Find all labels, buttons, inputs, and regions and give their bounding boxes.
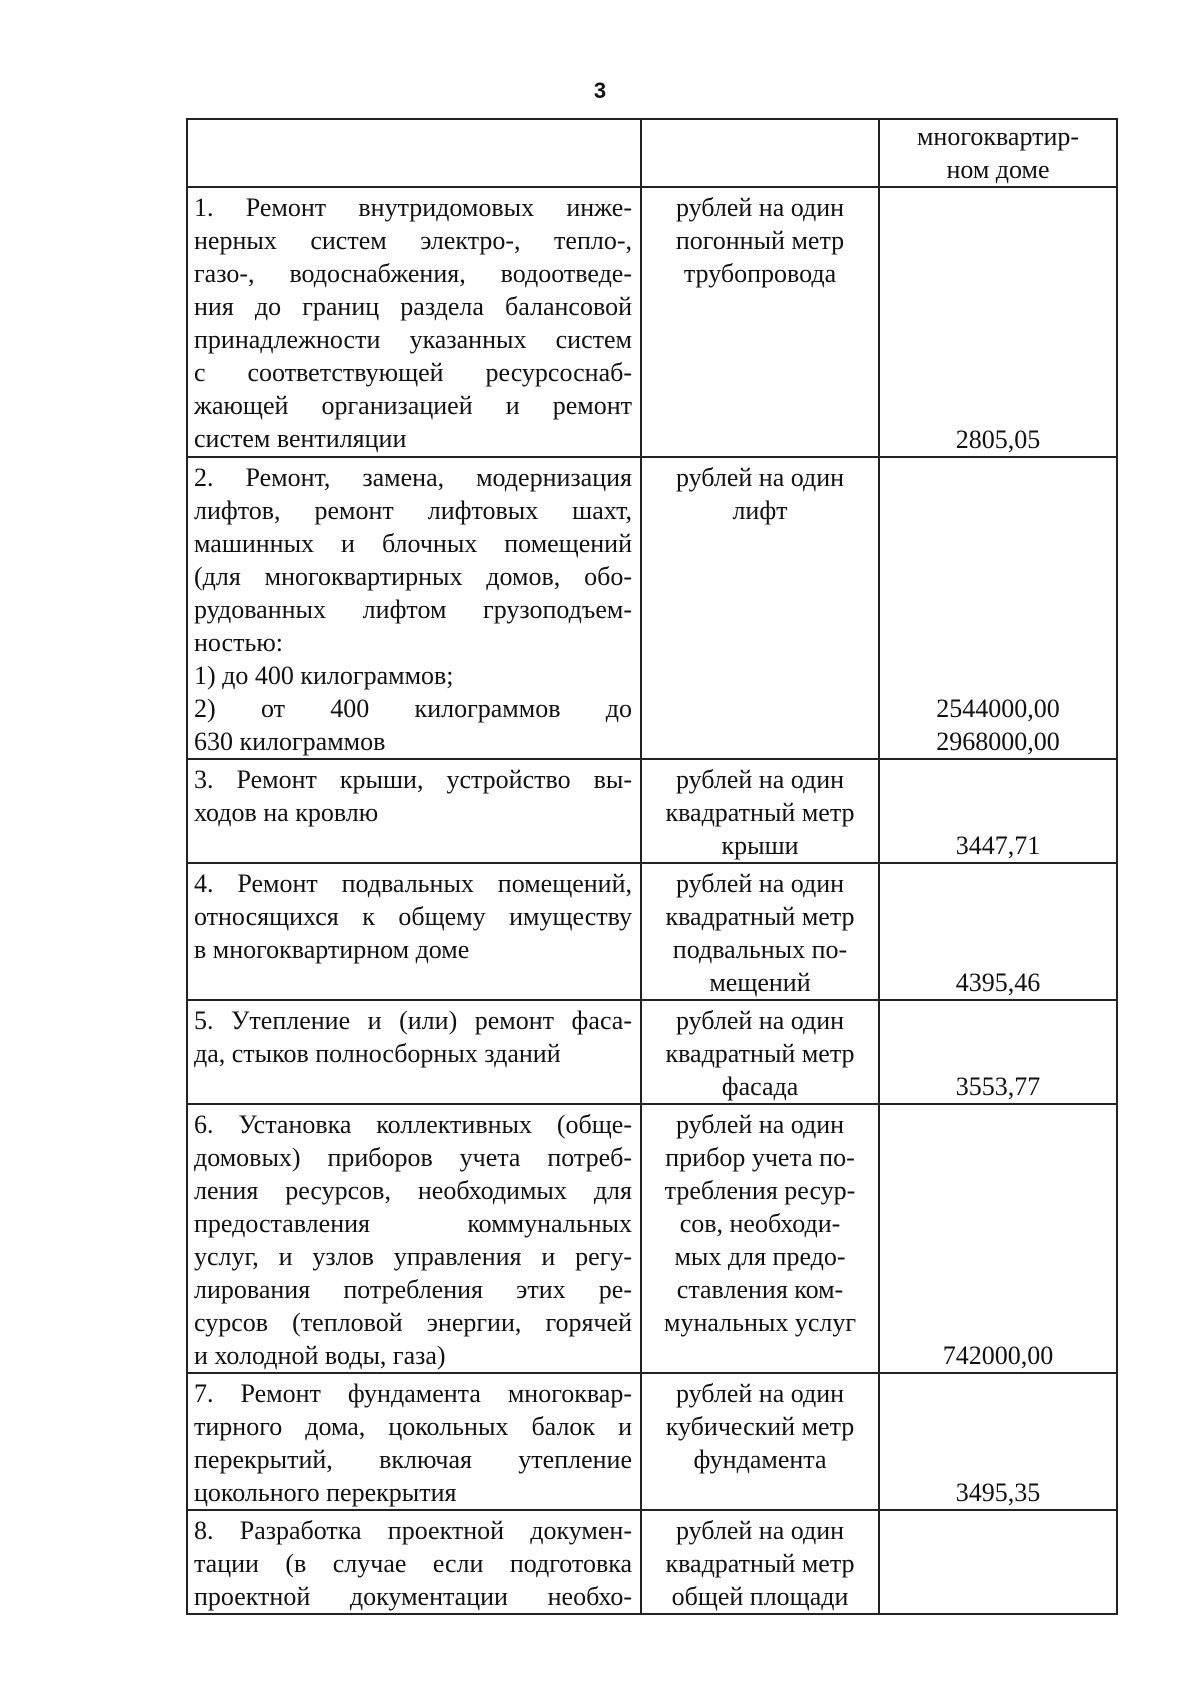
work-line: сурсов (тепловой энергии, горячей	[194, 1308, 632, 1337]
work-cell	[187, 863, 641, 1000]
work-cell	[187, 759, 641, 863]
work-line: 7. Ремонт фундамента многоквар-	[194, 1379, 632, 1408]
header-cell-unit	[641, 119, 879, 187]
work-line: 6. Установка коллективных (обще-	[194, 1110, 632, 1139]
work-line: 1. Ремонт внутридомовых инже-	[194, 193, 632, 222]
unit-line: кубический метр	[665, 1412, 855, 1441]
unit-line: фасада	[721, 1072, 799, 1101]
unit-line: мых для предо-	[674, 1242, 846, 1271]
unit-line: мещений	[709, 968, 811, 997]
work-line: систем вентиляции	[194, 424, 407, 453]
work-line: принадлежности указанных систем	[194, 325, 632, 354]
work-cell	[187, 457, 641, 759]
unit-line: лифт	[732, 496, 788, 525]
value-text: 742000,00	[942, 1341, 1054, 1370]
work-cell	[187, 1104, 641, 1373]
header-line: ном доме	[946, 155, 1050, 184]
value-cell	[879, 1000, 1117, 1104]
work-line: нерных систем электро-, тепло-,	[194, 226, 632, 255]
table-row	[187, 1000, 1117, 1104]
work-line: газо-, водоснабжения, водоотведе-	[194, 259, 632, 288]
unit-line: рублей на один	[675, 1110, 845, 1139]
work-line: ходов на кровлю	[194, 798, 379, 827]
unit-line: трубопровода	[683, 259, 837, 288]
unit-cell	[641, 1000, 879, 1104]
unit-line: сов, необходи-	[679, 1209, 841, 1238]
work-line: 2. Ремонт, замена, модернизация	[194, 463, 632, 492]
work-line: относящихся к общему имуществу	[194, 902, 632, 931]
unit-cell	[641, 759, 879, 863]
unit-cell	[641, 457, 879, 759]
table-row	[187, 187, 1117, 457]
work-line: 8. Разработка проектной докумен-	[194, 1516, 632, 1545]
unit-line: подвальных по-	[672, 935, 848, 964]
work-line: и холодной воды, газа)	[194, 1341, 446, 1370]
unit-line: общей площади	[671, 1582, 849, 1611]
work-line: услуг, и узлов управления и регу-	[194, 1242, 632, 1271]
work-line: проектной документации необхо-	[194, 1582, 632, 1611]
unit-line: рублей на один	[675, 869, 845, 898]
work-line: 2) от 400 килограммов до	[194, 694, 632, 723]
value-text: 3553,77	[955, 1072, 1041, 1101]
work-line: перекрытий, включая утепление	[194, 1445, 632, 1474]
unit-cell	[641, 1373, 879, 1510]
work-line: 4. Ремонт подвальных помещений,	[194, 869, 632, 898]
header-line: многоквартир-	[916, 122, 1080, 151]
table-row	[187, 1373, 1117, 1510]
unit-line: требления ресур-	[664, 1176, 856, 1205]
unit-cell	[641, 863, 879, 1000]
work-line: (для многоквартирных домов, обо-	[194, 562, 632, 591]
unit-line: квадратный метр	[665, 1549, 855, 1578]
value-cell	[879, 1373, 1117, 1510]
header-cell-value	[879, 119, 1117, 187]
unit-line: рублей на один	[675, 193, 845, 222]
value-cell	[879, 457, 1117, 759]
work-cell	[187, 1000, 641, 1104]
work-line: 3. Ремонт крыши, устройство вы-	[194, 765, 632, 794]
unit-line: рублей на один	[675, 1379, 845, 1408]
value-text: 2805,05	[955, 425, 1041, 454]
table-row	[187, 759, 1117, 863]
page-number: 3	[593, 78, 607, 103]
work-cell	[187, 187, 641, 457]
rates-table	[186, 118, 1118, 1615]
value-cell	[879, 1510, 1117, 1614]
work-line: ления ресурсов, необходимых для	[194, 1176, 632, 1205]
value-text: 3495,35	[955, 1478, 1041, 1507]
value-text: 2968000,00	[936, 727, 1060, 756]
work-line: предоставления коммунальных	[194, 1209, 632, 1238]
work-line: ния до границ раздела балансовой	[194, 292, 632, 321]
value-text: 2544000,00	[936, 694, 1060, 723]
value-cell	[879, 187, 1117, 457]
work-line: да, стыков полносборных зданий	[194, 1039, 561, 1068]
work-line: машинных и блочных помещений	[194, 529, 632, 558]
unit-cell	[641, 187, 879, 457]
work-line: 1) до 400 килограммов;	[194, 661, 454, 690]
work-line: домовых) приборов учета потреб-	[194, 1143, 632, 1172]
work-line: лирования потребления этих ре-	[194, 1275, 632, 1304]
work-cell	[187, 1510, 641, 1614]
work-line: цокольного перекрытия	[194, 1478, 457, 1507]
unit-line: рублей на один	[675, 1006, 845, 1035]
work-line: в многоквартирном доме	[194, 935, 470, 964]
header-cell-work	[187, 119, 641, 187]
table-row	[187, 1104, 1117, 1373]
value-cell	[879, 759, 1117, 863]
work-line: тирного дома, цокольных балок и	[194, 1412, 632, 1441]
unit-line: крыши	[721, 831, 799, 860]
unit-line: ставления ком-	[676, 1275, 844, 1304]
unit-line: прибор учета по-	[665, 1143, 855, 1172]
unit-cell	[641, 1510, 879, 1614]
unit-line: рублей на один	[675, 463, 845, 492]
unit-line: квадратный метр	[665, 798, 855, 827]
unit-line: квадратный метр	[665, 902, 855, 931]
table-row	[187, 863, 1117, 1000]
unit-line: фундамента	[693, 1445, 827, 1474]
value-text: 3447,71	[955, 831, 1041, 860]
work-line: с соответствующей ресурсоснаб-	[194, 358, 632, 387]
unit-cell	[641, 1104, 879, 1373]
work-line: лифтов, ремонт лифтовых шахт,	[194, 496, 632, 525]
table-row	[187, 1510, 1117, 1614]
work-line: ностью:	[194, 628, 283, 657]
work-line: тации (в случае если подготовка	[194, 1549, 632, 1578]
work-line: 5. Утепление и (или) ремонт фаса-	[194, 1006, 632, 1035]
work-line: жающей организацией и ремонт	[194, 391, 632, 420]
work-line: 630 килограммов	[194, 727, 386, 756]
table-row	[187, 457, 1117, 759]
unit-line: квадратный метр	[665, 1039, 855, 1068]
value-cell	[879, 1104, 1117, 1373]
value-cell	[879, 863, 1117, 1000]
unit-line: рублей на один	[675, 1516, 845, 1545]
table-header-row	[187, 119, 1117, 187]
work-line: рудованных лифтом грузоподъем-	[194, 595, 632, 624]
value-text: 4395,46	[955, 968, 1041, 997]
work-cell	[187, 1373, 641, 1510]
unit-line: рублей на один	[675, 765, 845, 794]
unit-line: погонный метр	[675, 226, 845, 255]
unit-line: мунальных услуг	[663, 1308, 857, 1337]
